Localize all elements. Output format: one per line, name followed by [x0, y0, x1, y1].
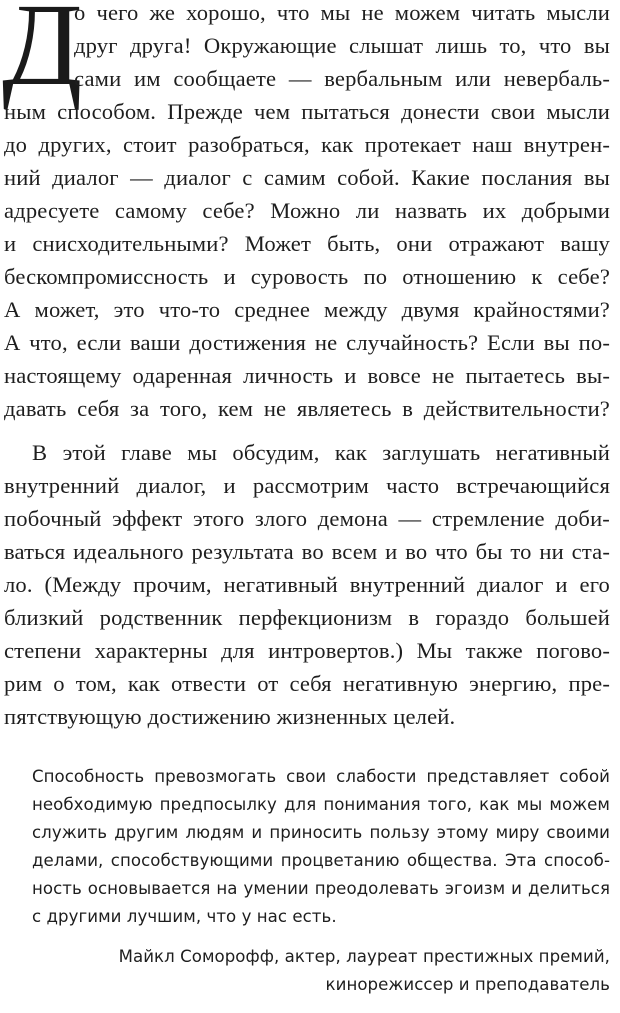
quote-line: служить другим людям и приносить пользу этому миру своими — [32, 823, 610, 842]
drop-cap-letter: Д — [2, 0, 83, 110]
quote-line: Способность превозмогать свои слабости представляет собой — [32, 767, 610, 786]
quote-line: с другими лучшим, что у нас есть. — [32, 907, 337, 926]
text-line: настоящему одаренная личность и вовсе не пытаетесь вы- — [4, 363, 610, 388]
text-line: до других, стоит разобраться, как протекает наш внутрен- — [4, 132, 610, 157]
text-line: сами им сообщаете — вербальным или невербаль- — [74, 66, 610, 91]
quote-line: ность основывается на умении преодолевать эгоизм и делиться — [32, 879, 610, 898]
text-line: В этой главе мы обсудим, как заглушать негативный — [32, 440, 610, 465]
text-line: бескомпромиссность и суровость по отношению к себе? — [4, 264, 610, 289]
text-line: адресуете самому себе? Можно ли назвать их добрыми — [4, 198, 610, 223]
attribution-line: Майкл Соморофф, актер, лауреат престижных премий, — [118, 947, 610, 966]
text-line: ным способом. Прежде чем пытаться донести свои мысли — [4, 99, 610, 124]
text-line: побочный эффект этого злого демона — стремление доби- — [4, 506, 610, 531]
text-line: рим о том, как отвести от себя негативную энергию, пре- — [4, 671, 610, 696]
text-line: давать себя за того, кем не являетесь в действительности? — [4, 396, 610, 421]
text-line: внутренний диалог, и рассмотрим часто встречающийся — [4, 473, 610, 498]
text-line: ний диалог — диалог с самим собой. Какие послания вы — [4, 165, 610, 190]
text-line: друг друга! Окружающие слышат лишь то, что вы — [74, 33, 610, 58]
text-line: А что, если ваши достижения не случайность? Если вы по- — [4, 330, 610, 355]
text-line: ваться идеального результата во всем и во что бы то ни ста- — [4, 539, 610, 564]
text-line: близкий родственник перфекционизм в гораздо большей — [4, 605, 610, 630]
text-line: о чего же хорошо, что мы не можем читать мысли — [74, 0, 610, 25]
attribution-line: кинорежиссер и преподаватель — [325, 975, 610, 994]
quote-line: необходимую предпосылку для понимания того, как мы можем — [32, 795, 610, 814]
text-line: степени характерны для интровертов.) Мы также погово- — [4, 638, 610, 663]
text-line: А может, это что-то среднее между двумя крайностями? — [4, 297, 610, 322]
text-line: ло. (Между прочим, негативный внутренний диалог и его — [4, 572, 610, 597]
text-line: пятствующую достижению жизненных целей. — [4, 704, 456, 729]
quote-line: делами, способствующими процветанию общества. Эта способ- — [32, 851, 610, 870]
text-line: и снисходительными? Может быть, они отражают вашу — [4, 231, 610, 256]
